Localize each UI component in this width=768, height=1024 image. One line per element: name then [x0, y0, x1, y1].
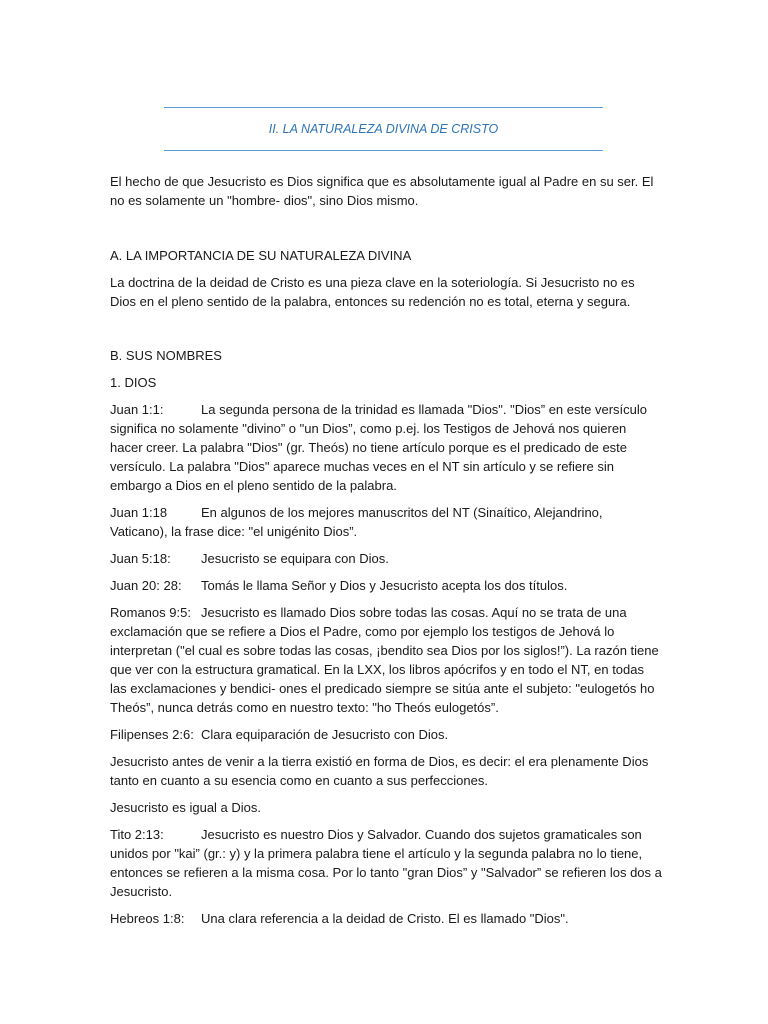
- verse-entry: [110, 825, 662, 901]
- philippians-paragraph: Jesucristo antes de venir a la tierra existió en forma de Dios, es decir: el era plenamente Dios tanto en cuanto a su esencia como en cuanto a sus perfecciones.: [110, 754, 649, 788]
- title-top-rule: [164, 107, 603, 108]
- document-body: [110, 172, 662, 936]
- title-block: [164, 107, 603, 151]
- verse-text: La segunda persona de la trinidad es llamada "Dios". "Dios” en este versículo significa no solamente "divino” o "un Dios”, como p.ej. los Testigos de Jehová nos quieren hacer creer. La palabra "Dios" (gr. Theós) no tiene artículo porque es el predicado de este versículo. La palabra "Dios" aparece muchas veces en el NT sin artículo y se refiere sin embargo a Dios en el pleno sentido de la palabra.: [110, 402, 647, 493]
- section-b-subheading: 1. DIOS: [110, 375, 157, 390]
- verse-entry: [110, 725, 662, 744]
- verse-ref: Romanos 9:5:: [110, 605, 191, 620]
- verse-ref: Juan 20: 28:: [110, 578, 182, 593]
- verse-text: Jesucristo es llamado Dios sobre todas las cosas. Aquí no se trata de una exclamación que se refiere a Dios el Padre, como por ejemplo los testigos de Jehová lo interpretan ("el cual es sobre todas las cosas, ¡bendito sea Dios por los siglos!”). La razón tiene que ver con la estructura gramatical. En la LXX, los libros apócrifos y en todo el NT, en todas las exclamaciones y bendici- ones el predicado siempre se sitúa ante el subjeto: "eulogetós ho Theós”, nunca detrás como en nuestro texto: "ho Theós eulogetós”.: [110, 605, 659, 715]
- verse-entry: [110, 576, 662, 595]
- verse-entry: [110, 603, 662, 717]
- verse-text: Jesucristo se equipara con Dios.: [201, 551, 389, 566]
- verse-entry: [110, 503, 662, 541]
- verse-ref: Juan 1:18: [110, 505, 168, 520]
- verse-text: Tomás le llama Señor y Dios y Jesucristo acepta los dos títulos.: [201, 578, 568, 593]
- document-title: II. LA NATURALEZA DIVINA DE CRISTO: [268, 122, 499, 136]
- section-b-heading: B. SUS NOMBRES: [110, 348, 222, 363]
- verse-entry: [110, 400, 662, 495]
- equal-paragraph: Jesucristo es igual a Dios.: [110, 800, 262, 815]
- verse-text: Una clara referencia a la deidad de Cristo. El es llamado "Dios".: [201, 911, 569, 926]
- verse-ref: Juan 5:18:: [110, 551, 171, 566]
- verse-ref: Hebreos 1:8:: [110, 911, 185, 926]
- verse-entry: [110, 549, 662, 568]
- verse-text: En algunos de los mejores manuscritos del NT (Sinaítico, Alejandrino, Vaticano), la frase dice: "el unigénito Dios”.: [110, 505, 603, 539]
- intro-paragraph: El hecho de que Jesucristo es Dios significa que es absolutamente igual al Padre en su ser. El no es solamente un "hombre- dios", sino Dios mismo.: [110, 174, 654, 208]
- verse-ref: Juan 1:1:: [110, 402, 164, 417]
- verse-text: Jesucristo es nuestro Dios y Salvador. Cuando dos sujetos gramaticales son unidos por "kai” (gr.: y) y la primera palabra tiene el artículo y la segunda palabra no lo tiene, entonces se refieren a la misma cosa. Por lo tanto "gran Dios” y "Salvador” se refieren los dos a Jesucristo.: [110, 827, 662, 899]
- verse-ref: Filipenses 2:6:: [110, 727, 194, 742]
- verse-ref: Tito 2:13:: [110, 827, 164, 842]
- verse-entry: [110, 909, 662, 928]
- section-a-paragraph: La doctrina de la deidad de Cristo es una pieza clave en la soteriología. Si Jesucristo no es Dios en el pleno sentido de la palabra, entonces su redención no es total, eterna y segura.: [110, 275, 635, 309]
- section-a-heading: A. LA IMPORTANCIA DE SU NATURALEZA DIVINA: [110, 248, 412, 263]
- title-bottom-rule: [164, 150, 603, 151]
- verse-text: Clara equiparación de Jesucristo con Dios.: [201, 727, 449, 742]
